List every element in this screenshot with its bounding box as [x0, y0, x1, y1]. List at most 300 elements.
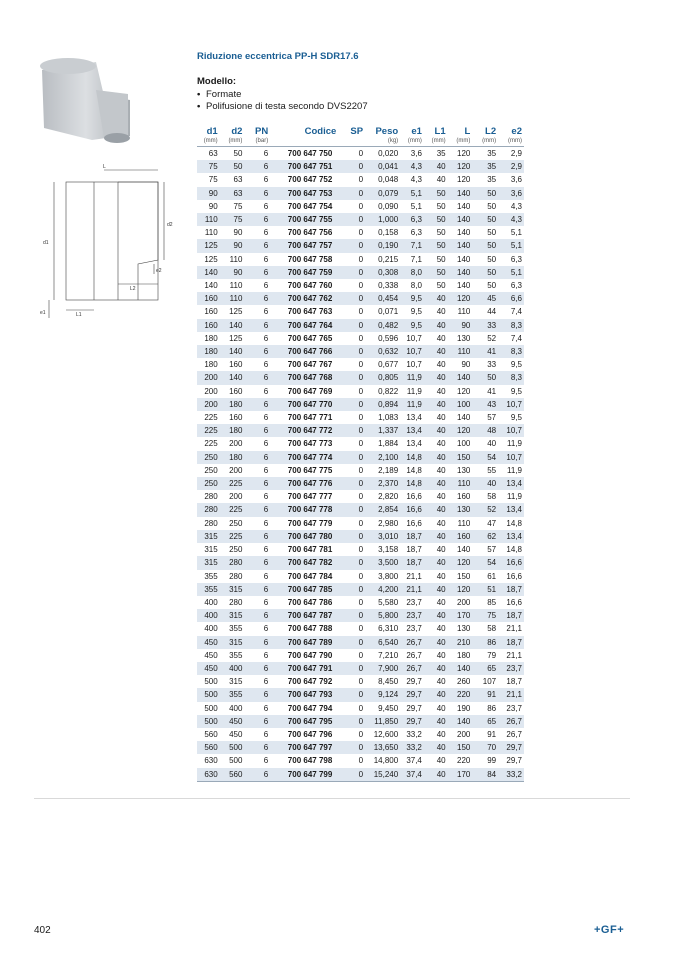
- table-cell: 140: [457, 201, 471, 211]
- table-row: [197, 609, 524, 622]
- table-cell: 700 647 792: [287, 677, 333, 687]
- table-cell: 40: [472, 477, 498, 490]
- table-cell: 40: [436, 545, 446, 555]
- table-cell: 0: [358, 413, 364, 423]
- table-cell: 450: [229, 729, 243, 739]
- table-cell: 110: [204, 228, 218, 238]
- table-row: [197, 464, 524, 477]
- table-cell: 700 647 786: [287, 597, 333, 607]
- table-row: [197, 490, 524, 503]
- table-cell: 6: [263, 281, 269, 291]
- table-cell: 700 647 762: [270, 292, 338, 305]
- table-cell: 6: [244, 636, 270, 649]
- table-row: [197, 173, 524, 186]
- table-cell: 0: [338, 609, 365, 622]
- table-cell: 170: [448, 609, 473, 622]
- table-cell: 4,200: [365, 583, 400, 596]
- table-cell: 700 647 753: [270, 187, 338, 200]
- table-row: [197, 503, 524, 516]
- table-cell: 75: [208, 175, 218, 185]
- table-cell: 700 647 780: [270, 530, 338, 543]
- table-cell: 260: [457, 677, 471, 687]
- table-cell: 120: [457, 175, 471, 185]
- table-cell: 40: [436, 386, 446, 396]
- table-cell: 50: [487, 228, 497, 238]
- table-cell: 26,7: [400, 662, 424, 675]
- column-unit: (mm): [456, 138, 471, 144]
- column-unit: (mm): [482, 138, 497, 144]
- table-cell: 33,2: [406, 729, 422, 739]
- table-cell: 0: [358, 175, 364, 185]
- table-cell: 13,4: [406, 439, 422, 449]
- table-cell: 14,8: [506, 518, 522, 528]
- table-cell: 40: [436, 756, 446, 766]
- table-cell: 40: [424, 662, 448, 675]
- table-cell: 90: [233, 228, 243, 238]
- table-cell: 6: [263, 492, 269, 502]
- table-row: [197, 477, 524, 490]
- table-cell: 0: [338, 345, 365, 358]
- table-cell: 0: [338, 319, 365, 332]
- table-cell: 280: [197, 503, 220, 516]
- table-cell: 0: [338, 741, 365, 754]
- table-cell: 40: [424, 398, 448, 411]
- table-cell: 160: [197, 319, 220, 332]
- table-cell: 21,1: [498, 688, 524, 701]
- table-cell: 3,158: [378, 545, 399, 555]
- table-row: [197, 292, 524, 305]
- table-cell: 90: [461, 360, 471, 370]
- table-cell: 450: [220, 715, 245, 728]
- table-cell: 700 647 763: [287, 307, 333, 317]
- table-cell: 140: [448, 187, 473, 200]
- table-row: [197, 754, 524, 767]
- table-cell: 225: [197, 424, 220, 437]
- table-cell: 40: [436, 597, 446, 607]
- table-cell: 15,240: [365, 768, 400, 782]
- table-cell: 10,7: [400, 345, 424, 358]
- table-cell: 16,6: [400, 503, 424, 516]
- column-unit: (mm): [228, 138, 243, 144]
- table-cell: 91: [472, 688, 498, 701]
- table-cell: 6: [263, 545, 269, 555]
- table-cell: 700 647 752: [287, 175, 333, 185]
- table-row: [197, 649, 524, 662]
- table-cell: 700 647 793: [270, 688, 338, 701]
- table-cell: 6,3: [410, 228, 422, 238]
- table-cell: 11,9: [507, 465, 522, 475]
- table-cell: 37,4: [406, 756, 422, 766]
- table-cell: 6: [244, 609, 270, 622]
- table-row: [197, 319, 524, 332]
- table-cell: 2,189: [378, 465, 399, 475]
- table-cell: 0: [358, 756, 364, 766]
- column-unit: (mm): [407, 138, 422, 144]
- table-cell: 8,450: [378, 677, 399, 687]
- table-cell: 0: [338, 715, 365, 728]
- table-cell: 700 647 771: [287, 413, 333, 423]
- table-cell: 9,5: [510, 413, 522, 423]
- table-cell: 26,7: [506, 729, 522, 739]
- table-cell: 40: [424, 292, 448, 305]
- table-cell: 110: [229, 281, 243, 291]
- table-cell: 9,5: [400, 292, 424, 305]
- table-cell: 120: [448, 424, 473, 437]
- table-cell: 40: [436, 465, 446, 475]
- table-cell: 33: [472, 319, 498, 332]
- column-header: d1: [206, 126, 218, 137]
- table-cell: 0: [338, 424, 365, 437]
- table-cell: 450: [197, 636, 220, 649]
- table-cell: 700 647 774: [270, 451, 338, 464]
- table-cell: 50: [220, 160, 245, 173]
- table-cell: 160: [229, 413, 243, 423]
- table-cell: 6: [244, 319, 270, 332]
- table-cell: 500: [220, 741, 245, 754]
- column-header: L1: [434, 126, 446, 137]
- table-cell: 0,822: [378, 386, 399, 396]
- table-cell: 63: [220, 187, 245, 200]
- table-cell: 0: [358, 492, 364, 502]
- table-cell: 8,3: [498, 319, 524, 332]
- table-cell: 45: [472, 292, 498, 305]
- table-cell: 6: [244, 688, 270, 701]
- table-cell: 29,7: [506, 756, 522, 766]
- table-cell: 180: [457, 650, 471, 660]
- table-row: [197, 688, 524, 701]
- table-cell: 79: [487, 650, 497, 660]
- table-cell: 40: [424, 160, 448, 173]
- table-cell: 6,310: [378, 624, 399, 634]
- table-cell: 18,7: [498, 636, 524, 649]
- table-cell: 315: [220, 583, 245, 596]
- table-cell: 140: [457, 254, 471, 264]
- table-cell: 40: [424, 768, 448, 782]
- table-body: [197, 147, 524, 782]
- table-cell: 40: [424, 477, 448, 490]
- table-cell: 11,9: [400, 398, 424, 411]
- table-cell: 35: [472, 160, 498, 173]
- table-cell: 160: [229, 360, 243, 370]
- table-cell: 12,600: [373, 729, 399, 739]
- table-row: [197, 715, 524, 728]
- table-cell: 0,894: [365, 398, 400, 411]
- table-row: [197, 385, 524, 398]
- table-cell: 21,1: [400, 583, 424, 596]
- table-cell: 5,1: [400, 187, 424, 200]
- table-cell: 61: [487, 571, 497, 581]
- table-cell: 10,7: [498, 424, 524, 437]
- table-unit-row: [197, 137, 524, 147]
- table-cell: 40: [436, 571, 446, 581]
- drawing-label-d2: d2: [167, 222, 173, 228]
- table-cell: 120: [448, 160, 473, 173]
- table-cell: 6: [263, 386, 269, 396]
- table-cell: 700 647 758: [287, 254, 333, 264]
- table-cell: 40: [424, 688, 448, 701]
- column-header: L: [464, 126, 471, 137]
- table-cell: 54: [472, 556, 498, 569]
- table-cell: 700 647 795: [270, 715, 338, 728]
- table-cell: 16,6: [506, 571, 522, 581]
- table-cell: 13,4: [406, 413, 422, 423]
- table-cell: 0,020: [365, 147, 400, 161]
- table-cell: 0,308: [365, 266, 400, 279]
- table-row: [197, 675, 524, 688]
- table-cell: 0: [338, 371, 365, 384]
- table-cell: 220: [457, 756, 471, 766]
- table-cell: 5,1: [498, 239, 524, 252]
- table-cell: 700 647 770: [270, 398, 338, 411]
- table-cell: 250: [204, 465, 218, 475]
- table-row: [197, 160, 524, 173]
- table-cell: 0: [338, 583, 365, 596]
- table-cell: 40: [436, 729, 446, 739]
- table-cell: 100: [457, 439, 471, 449]
- table-cell: 63: [197, 147, 220, 161]
- table-cell: 5,1: [498, 266, 524, 279]
- table-cell: 50: [436, 254, 446, 264]
- table-cell: 2,980: [378, 518, 399, 528]
- table-cell: 280: [220, 556, 245, 569]
- table-cell: 33: [487, 360, 497, 370]
- table-cell: 5,580: [378, 597, 399, 607]
- column-header: Peso: [375, 126, 399, 137]
- table-cell: 6: [244, 160, 270, 173]
- table-cell: 1,000: [365, 213, 400, 226]
- table-cell: 2,820: [378, 492, 399, 502]
- table-cell: 200: [229, 492, 243, 502]
- table-cell: 0: [358, 624, 364, 634]
- table-cell: 225: [220, 503, 245, 516]
- table-cell: 7,1: [410, 254, 422, 264]
- table-cell: 2,370: [365, 477, 400, 490]
- table-cell: 120: [448, 292, 473, 305]
- table-cell: 225: [220, 530, 245, 543]
- table-cell: 40: [436, 518, 446, 528]
- table-cell: 52: [472, 503, 498, 516]
- table-cell: 40: [436, 439, 446, 449]
- table-cell: 3,6: [400, 147, 424, 161]
- table-cell: 700 647 782: [270, 556, 338, 569]
- table-cell: 700 647 789: [270, 636, 338, 649]
- drawing-label-L2: L2: [130, 286, 136, 292]
- table-cell: 16,6: [406, 518, 422, 528]
- drawing-label-e1: e1: [40, 310, 46, 316]
- table-cell: 5,1: [510, 228, 522, 238]
- table-cell: 6: [244, 266, 270, 279]
- table-cell: 700 647 790: [287, 650, 333, 660]
- table-cell: 150: [448, 451, 473, 464]
- table-cell: 0: [358, 597, 364, 607]
- table-cell: 125: [229, 333, 243, 343]
- table-cell: 1,884: [378, 439, 399, 449]
- table-cell: 700 647 779: [287, 518, 333, 528]
- table-cell: 50: [436, 281, 446, 291]
- table-cell: 160: [197, 292, 220, 305]
- table-cell: 8,0: [400, 266, 424, 279]
- table-cell: 0: [358, 571, 364, 581]
- table-cell: 180: [220, 451, 245, 464]
- table-cell: 50: [472, 371, 498, 384]
- table-cell: 315: [197, 530, 220, 543]
- table-cell: 7,1: [400, 239, 424, 252]
- table-cell: 6: [263, 254, 269, 264]
- table-cell: 11,9: [400, 371, 424, 384]
- table-cell: 160: [457, 492, 471, 502]
- table-cell: 280: [229, 597, 243, 607]
- table-cell: 14,800: [373, 756, 399, 766]
- table-cell: 700 647 766: [270, 345, 338, 358]
- table-cell: 29,7: [406, 677, 422, 687]
- table-cell: 18,7: [406, 545, 422, 555]
- table-cell: 6: [263, 307, 269, 317]
- table-cell: 35: [424, 147, 448, 161]
- table-cell: 11,9: [406, 386, 422, 396]
- table-cell: 250: [197, 477, 220, 490]
- page-title: Riduzione eccentrica PP-H SDR17.6: [197, 51, 359, 62]
- table-cell: 0: [338, 768, 365, 782]
- table-cell: 140: [220, 345, 245, 358]
- table-cell: 6,540: [365, 636, 400, 649]
- table-cell: 315: [204, 545, 218, 555]
- table-cell: 23,7: [400, 609, 424, 622]
- table-row: [197, 517, 524, 530]
- table-row: [197, 570, 524, 583]
- table-cell: 10,7: [498, 398, 524, 411]
- table-cell: 6: [244, 371, 270, 384]
- table-cell: 23,7: [506, 703, 522, 713]
- table-cell: 50: [424, 213, 448, 226]
- table-cell: 700 647 772: [270, 424, 338, 437]
- table-cell: 11,9: [507, 492, 522, 502]
- table-cell: 41: [472, 345, 498, 358]
- table-cell: 18,7: [498, 609, 524, 622]
- table-cell: 200: [197, 398, 220, 411]
- table-cell: 23,7: [498, 662, 524, 675]
- table-header-row: [197, 126, 524, 137]
- column-header: PN: [255, 126, 269, 137]
- table-cell: 500: [197, 688, 220, 701]
- table-cell: 4,3: [510, 201, 522, 211]
- table-cell: 110: [457, 307, 471, 317]
- table-cell: 560: [204, 729, 218, 739]
- table-cell: 700 647 781: [287, 545, 333, 555]
- table-cell: 62: [472, 530, 498, 543]
- table-cell: 6: [244, 239, 270, 252]
- table-cell: 630: [197, 768, 220, 782]
- table-cell: 0: [358, 439, 364, 449]
- table-cell: 180: [220, 398, 245, 411]
- column-header: L2: [485, 126, 497, 137]
- table-cell: 6: [263, 465, 269, 475]
- table-cell: 14,8: [400, 477, 424, 490]
- table-cell: 90: [197, 187, 220, 200]
- table-cell: 0,677: [378, 360, 399, 370]
- table-cell: 700 647 759: [270, 266, 338, 279]
- table-cell: 0: [358, 386, 364, 396]
- table-cell: 125: [204, 254, 218, 264]
- table-cell: 700 647 757: [270, 239, 338, 252]
- table-cell: 0: [358, 677, 364, 687]
- table-cell: 355: [197, 583, 220, 596]
- table-cell: 57: [487, 413, 497, 423]
- table-cell: 6: [244, 768, 270, 782]
- table-cell: 140: [448, 371, 473, 384]
- table-cell: 4,3: [498, 213, 524, 226]
- table-cell: 40: [424, 530, 448, 543]
- table-cell: 170: [448, 768, 473, 782]
- table-cell: 40: [436, 650, 446, 660]
- table-cell: 700 647 785: [270, 583, 338, 596]
- table-cell: 700 647 776: [270, 477, 338, 490]
- table-cell: 9,5: [510, 360, 522, 370]
- table-cell: 18,7: [400, 530, 424, 543]
- table-cell: 5,800: [365, 609, 400, 622]
- table-cell: 0,338: [378, 281, 399, 291]
- table-cell: 90: [220, 266, 245, 279]
- table-cell: 35: [487, 175, 497, 185]
- table-cell: 50: [487, 201, 497, 211]
- table-cell: 160: [229, 386, 243, 396]
- column-unit: (kg): [387, 138, 399, 144]
- table-cell: 6: [244, 583, 270, 596]
- table-cell: 0,190: [365, 239, 400, 252]
- table-cell: 700 647 760: [287, 281, 333, 291]
- table-cell: 13,4: [498, 503, 524, 516]
- table-cell: 50: [424, 239, 448, 252]
- table-cell: 225: [220, 477, 245, 490]
- table-cell: 630: [204, 756, 218, 766]
- table-cell: 250: [229, 545, 243, 555]
- table-cell: 91: [487, 729, 497, 739]
- table-cell: 6: [263, 175, 269, 185]
- table-cell: 40: [487, 439, 497, 449]
- table-row: [197, 371, 524, 384]
- column-header: e1: [411, 126, 422, 137]
- table-cell: 450: [197, 662, 220, 675]
- table-cell: 225: [204, 413, 218, 423]
- table-cell: 120: [457, 386, 471, 396]
- table-cell: 26,7: [406, 650, 422, 660]
- table-cell: 6,6: [498, 292, 524, 305]
- table-cell: 560: [220, 768, 245, 782]
- table-cell: 0: [358, 254, 364, 264]
- column-unit: [338, 137, 365, 147]
- table-cell: 10,7: [406, 333, 422, 343]
- table-cell: 8,3: [498, 345, 524, 358]
- table-cell: 6,3: [400, 213, 424, 226]
- table-row: [197, 741, 524, 754]
- table-cell: 0: [358, 545, 364, 555]
- table-cell: 2,854: [365, 503, 400, 516]
- table-cell: 0: [338, 187, 365, 200]
- table-cell: 50: [472, 187, 498, 200]
- table-cell: 125: [197, 239, 220, 252]
- table-cell: 16,6: [498, 556, 524, 569]
- table-cell: 6: [263, 201, 269, 211]
- table-cell: 450: [204, 650, 218, 660]
- table-cell: 110: [457, 518, 471, 528]
- table-cell: 3,010: [365, 530, 400, 543]
- table-cell: 37,4: [400, 768, 424, 782]
- table-row: [197, 437, 524, 450]
- table-cell: 225: [204, 439, 218, 449]
- table-cell: 9,5: [510, 386, 522, 396]
- table-cell: 40: [424, 583, 448, 596]
- table-cell: 8,3: [498, 371, 524, 384]
- table-cell: 0: [338, 636, 365, 649]
